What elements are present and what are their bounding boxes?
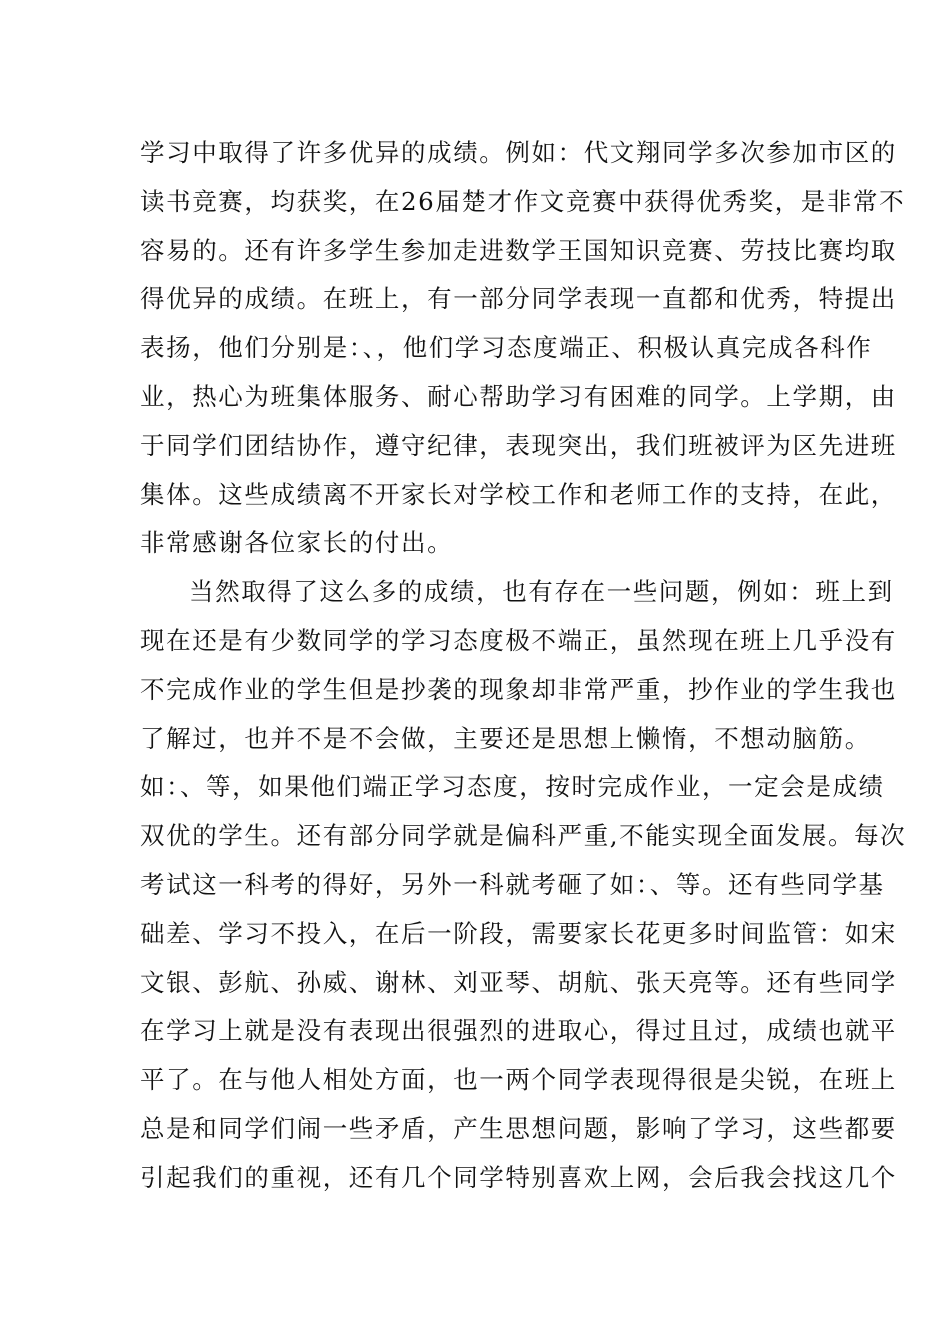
paragraph-2-line-2: 现在还是有少数同学的学习态度极不端正，虽然现在班上几乎没有 (140, 625, 897, 655)
paragraph-1-line-9: 非常感谢各位家长的付出。 (140, 528, 454, 558)
paragraph-2-line-12: 总是和同学们闹一些矛盾，产生思想问题，影响了学习，这些都要 (140, 1113, 897, 1143)
paragraph-2-line-7: 考试这一科考的得好，另外一科就考砸了如：、等。还有些同学基 (140, 869, 885, 899)
paragraph-2-line-5: 如：、等，如果他们端正学习态度，按时完成作业，一定会是成绩 (140, 772, 885, 802)
paragraph-1-line-3: 容易的。还有许多学生参加走进数学王国知识竞赛、劳技比赛均取 (140, 235, 897, 265)
paragraph-2-line-6: 双优的学生。还有部分同学就是偏科严重,不能实现全面发展。每次 (140, 821, 907, 851)
paragraph-1-line-1: 学习中取得了许多优异的成绩。例如：代文翔同学多次参加市区的 (140, 138, 897, 167)
paragraph-1-line-4: 得优异的成绩。在班上，有一部分同学表现一直都和优秀，特提出 (140, 284, 897, 314)
paragraph-2-line-8: 础差、学习不投入，在后一阶段，需要家长花更多时间监管：如宋 (140, 918, 897, 948)
paragraph-2-line-9: 文银、彭航、孙威、谢林、刘亚琴、胡航、张天亮等。还有些同学 (140, 967, 897, 997)
paragraph-1-line-2: 读书竞赛，均获奖，在26届楚才作文竞赛中获得优秀奖，是非常不 (140, 186, 906, 216)
body-text (140, 132, 907, 1206)
paragraph-2-line-1: 当然取得了这么多的成绩，也有存在一些问题，例如：班上到 (189, 577, 894, 607)
paragraph-2-line-4: 了解过，也并不是不会做，主要还是思想上懒惰，不想动脑筋。 (140, 723, 871, 753)
paragraph-2-line-11: 平了。在与他人相处方面，也一两个同学表现得很是尖锐，在班上 (140, 1065, 897, 1095)
paragraph-1-line-7: 于同学们团结协作，遵守纪律，表现突出，我们班被评为区先进班 (140, 430, 897, 460)
paragraph-2-line-3: 不完成作业的学生但是抄袭的现象却非常严重，抄作业的学生我也 (140, 674, 897, 704)
paragraph-1-line-5: 表扬，他们分别是：、，他们学习态度端正、积极认真完成各科作 (140, 333, 873, 363)
paragraph-1-line-8: 集体。这些成绩离不开家长对学校工作和老师工作的支持，在此， (140, 479, 897, 509)
paragraph-2-line-10: 在学习上就是没有表现出很强烈的进取心，得过且过，成绩也就平 (140, 1016, 897, 1046)
paragraph-2-line-13: 引起我们的重视，还有几个同学特别喜欢上网，会后我会找这几个 (140, 1162, 897, 1192)
paragraph-1-line-6: 业，热心为班集体服务、耐心帮助学习有困难的同学。上学期，由 (140, 381, 897, 411)
